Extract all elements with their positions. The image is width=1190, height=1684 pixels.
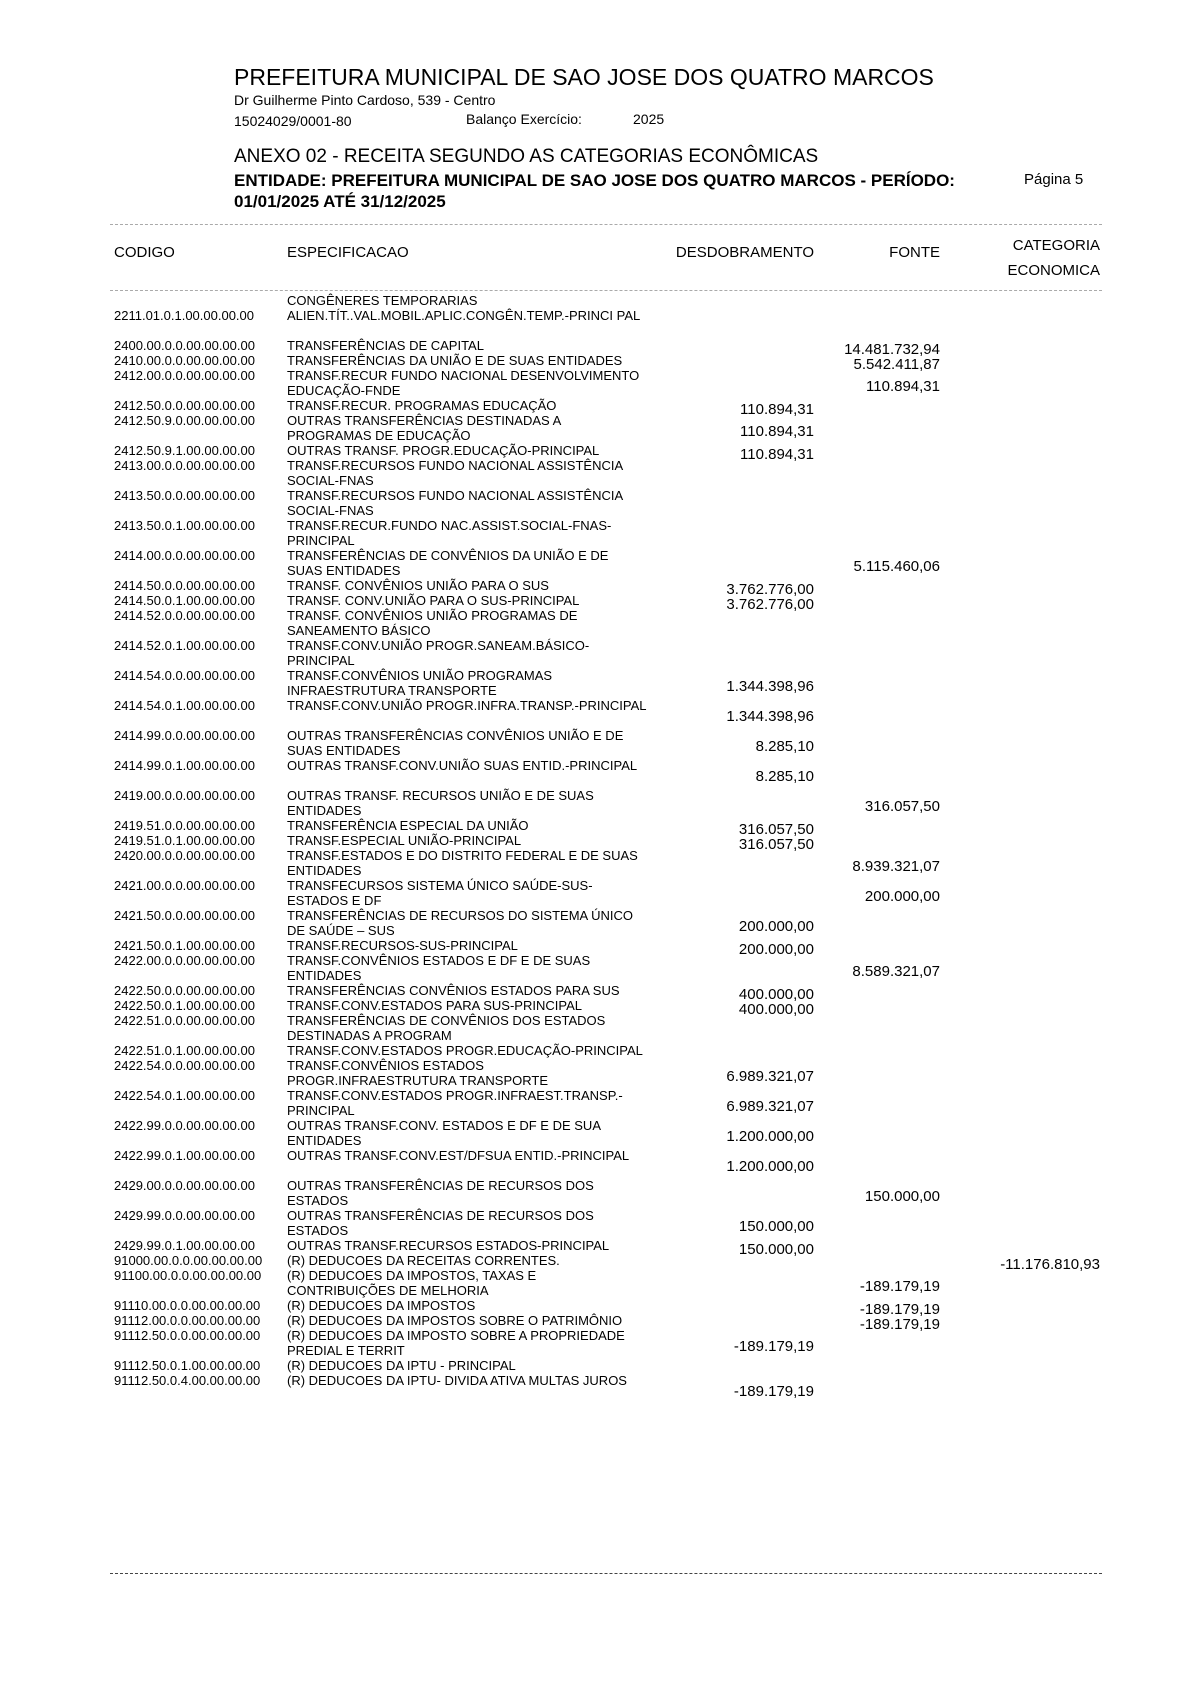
row-code: 2412.50.9.1.00.00.00.00 [114, 443, 255, 458]
row-fonte: -189.179,19 [859, 1301, 940, 1318]
table-row [0, 908, 1190, 938]
divider-bottom [110, 1573, 1102, 1574]
row-code: 2414.52.0.1.00.00.00.00 [114, 638, 255, 653]
row-specification: TRANSF.RECURSOS-SUS-PRINCIPAL [287, 938, 518, 953]
row-specification: TRANSF. CONVÊNIOS UNIÃO PARA O SUS [287, 578, 549, 593]
row-specification: TRANSF.RECUR.FUNDO NAC.ASSIST.SOCIAL-FNAS-PRINCIPAL [287, 518, 612, 548]
row-desdobramento: 110.894,31 [740, 401, 814, 418]
row-code: 91000.00.0.0.00.00.00.00 [114, 1253, 263, 1268]
table-row [0, 1043, 1190, 1058]
table-row [0, 1208, 1190, 1238]
row-code: 2422.50.0.1.00.00.00.00 [114, 998, 255, 1013]
table-row [0, 308, 1190, 338]
table-row [0, 1148, 1190, 1178]
row-fonte: 316.057,50 [864, 798, 940, 815]
row-code: 2414.52.0.0.00.00.00.00 [114, 608, 255, 623]
row-desdobramento: -189.179,19 [733, 1338, 814, 1355]
row-code: 2419.00.0.0.00.00.00.00 [114, 788, 255, 803]
row-code: 2429.99.0.1.00.00.00.00 [114, 1238, 255, 1253]
table-row [0, 1118, 1190, 1148]
row-specification: (R) DEDUCOES DA IMPOSTOS SOBRE O PATRIMÔNIO [287, 1313, 623, 1328]
row-code: 2419.51.0.0.00.00.00.00 [114, 818, 255, 833]
row-specification: OUTRAS TRANSF.CONV.UNIÃO SUAS ENTID.-PRINCIPAL [287, 758, 638, 773]
row-code: 91110.00.0.0.00.00.00.00 [114, 1298, 261, 1313]
table-row [0, 788, 1190, 818]
row-specification: (R) DEDUCOES DA IMPOSTOS, TAXAS E CONTRIBUIÇÕES DE MELHORIA [287, 1268, 537, 1298]
table-row [0, 1358, 1190, 1373]
row-code: 2421.50.0.1.00.00.00.00 [114, 938, 255, 953]
row-specification: TRANSF.RECUR FUNDO NACIONAL DESENVOLVIMENTO EDUCAÇÃO-FNDE [287, 368, 640, 398]
row-fonte: 200.000,00 [864, 888, 940, 905]
row-desdobramento: 1.344.398,96 [726, 708, 814, 725]
row-code: 2422.99.0.0.00.00.00.00 [114, 1118, 255, 1133]
row-specification: TRANSFERÊNCIAS CONVÊNIOS ESTADOS PARA SUS [287, 983, 620, 998]
row-code: 2413.50.0.1.00.00.00.00 [114, 518, 255, 533]
row-specification: (R) DEDUCOES DA IPTU- DIVIDA ATIVA MULTAS JUROS [287, 1373, 627, 1388]
row-desdobramento: 110.894,31 [740, 423, 814, 440]
row-specification: (R) DEDUCOES DA IMPOSTO SOBRE A PROPRIEDADE PREDIAL E TERRIT [287, 1328, 625, 1358]
row-code: 91112.50.0.1.00.00.00.00 [114, 1358, 261, 1373]
row-fonte: 14.481.732,94 [844, 341, 940, 358]
table-row [0, 1373, 1190, 1403]
row-desdobramento: 8.285,10 [755, 768, 814, 785]
table-row [0, 593, 1190, 613]
row-desdobramento: 3.762.776,00 [726, 581, 814, 598]
row-fonte: 8.589.321,07 [852, 963, 940, 980]
row-desdobramento: 3.762.776,00 [726, 596, 814, 613]
row-specification: TRANSFERÊNCIAS DE CONVÊNIOS DOS ESTADOS DESTINADAS A PROGRAM [287, 1013, 606, 1043]
row-specification: TRANSF.CONV.ESTADOS PARA SUS-PRINCIPAL [287, 998, 582, 1013]
row-specification: OUTRAS TRANSFERÊNCIAS DESTINADAS A PROGRAMAS DE EDUCAÇÃO [287, 413, 561, 443]
table-row [0, 338, 1190, 358]
row-desdobramento: 400.000,00 [738, 986, 814, 1003]
table-row [0, 668, 1190, 698]
row-desdobramento: 6.989.321,07 [726, 1098, 814, 1115]
row-code: 2422.54.0.0.00.00.00.00 [114, 1058, 255, 1073]
column-header-fonte: FONTE [889, 244, 940, 261]
row-code: 2419.51.0.1.00.00.00.00 [114, 833, 255, 848]
table-row [0, 1178, 1190, 1208]
table-row [0, 578, 1190, 598]
table-row [0, 758, 1190, 788]
row-code: 2414.54.0.0.00.00.00.00 [114, 668, 255, 683]
row-code: 2422.54.0.1.00.00.00.00 [114, 1088, 255, 1103]
row-code: 2422.51.0.1.00.00.00.00 [114, 1043, 255, 1058]
row-specification: OUTRAS TRANSF.RECURSOS ESTADOS-PRINCIPAL [287, 1238, 610, 1253]
row-specification: TRANSFERÊNCIAS DE CONVÊNIOS DA UNIÃO E DE SUAS ENTIDADES [287, 548, 609, 578]
table-row [0, 1313, 1190, 1333]
row-desdobramento: 8.285,10 [755, 738, 814, 755]
row-code: 2412.50.0.0.00.00.00.00 [114, 398, 255, 413]
cnpj: 15024029/0001-80 [234, 113, 352, 129]
table-row [0, 833, 1190, 853]
table-row [0, 698, 1190, 728]
row-code: 2421.00.0.0.00.00.00.00 [114, 878, 255, 893]
row-code: 2414.50.0.1.00.00.00.00 [114, 593, 255, 608]
table-row [0, 443, 1190, 463]
row-specification: TRANSF.RECURSOS FUNDO NACIONAL ASSISTÊNCIA SOCIAL-FNAS [287, 458, 623, 488]
row-fonte: 5.115.460,06 [853, 558, 940, 575]
row-specification: TRANSFERÊNCIAS DA UNIÃO E DE SUAS ENTIDADES [287, 353, 623, 368]
table-row [0, 1088, 1190, 1118]
row-specification: TRANSF.CONV.UNIÃO PROGR.INFRA.TRANSP.-PRINCIPAL [287, 698, 647, 713]
row-code: 2429.99.0.0.00.00.00.00 [114, 1208, 255, 1223]
column-header-desdobramento: DESDOBRAMENTO [675, 244, 814, 261]
row-code: 91112.00.0.0.00.00.00.00 [114, 1313, 261, 1328]
row-specification: OUTRAS TRANSF.CONV.EST/DFSUA ENTID.-PRINCIPAL [287, 1148, 630, 1163]
balance-year: 2025 [633, 111, 665, 127]
annex-title: ANEXO 02 - RECEITA SEGUNDO AS CATEGORIAS ECONÔMICAS [234, 146, 819, 167]
row-code: 2211.01.0.1.00.00.00.00 [114, 308, 254, 323]
table-row [0, 1253, 1190, 1273]
row-specification: OUTRAS TRANSF.CONV. ESTADOS E DF E DE SUA ENTIDADES [287, 1118, 601, 1148]
table-row [0, 368, 1190, 398]
table-row [0, 848, 1190, 878]
row-desdobramento: 110.894,31 [740, 446, 814, 463]
row-specification: TRANSF.CONVÊNIOS UNIÃO PROGRAMAS INFRAESTRUTURA TRANSPORTE [287, 668, 553, 698]
table-row [0, 353, 1190, 373]
table-row [0, 293, 1190, 308]
row-specification: OUTRAS TRANSF. PROGR.EDUCAÇÃO-PRINCIPAL [287, 443, 600, 458]
table-row [0, 458, 1190, 488]
row-desdobramento: 150.000,00 [738, 1241, 814, 1258]
table-row [0, 1013, 1190, 1043]
row-code: 2421.50.0.0.00.00.00.00 [114, 908, 255, 923]
table-row [0, 638, 1190, 668]
row-code: 2412.00.0.0.00.00.00.00 [114, 368, 255, 383]
table-row [0, 728, 1190, 758]
row-code: 2412.50.9.0.00.00.00.00 [114, 413, 255, 428]
row-code: 2420.00.0.0.00.00.00.00 [114, 848, 255, 863]
row-specification: TRANSF.CONVÊNIOS ESTADOS PROGR.INFRAESTRUTURA TRANSPORTE [287, 1058, 548, 1088]
row-specification: TRANSF.CONV.UNIÃO PROGR.SANEAM.BÁSICO-PRINCIPAL [287, 638, 590, 668]
row-specification: OUTRAS TRANSFERÊNCIAS CONVÊNIOS UNIÃO E DE SUAS ENTIDADES [287, 728, 624, 758]
row-specification: TRANSFERÊNCIAS DE RECURSOS DO SISTEMA ÚNICO DE SAÚDE – SUS [287, 908, 633, 938]
row-code: 91112.50.0.4.00.00.00.00 [114, 1373, 261, 1388]
row-fonte: 110.894,31 [866, 378, 940, 395]
divider-top [110, 224, 1102, 225]
table-row [0, 983, 1190, 1003]
row-desdobramento: 316.057,50 [738, 836, 814, 853]
row-specification: (R) DEDUCOES DA RECEITAS CORRENTES. [287, 1253, 560, 1268]
row-specification: TRANSF.ESPECIAL UNIÃO-PRINCIPAL [287, 833, 522, 848]
row-specification: OUTRAS TRANSFERÊNCIAS DE RECURSOS DOS ESTADOS [287, 1208, 594, 1238]
row-fonte: 8.939.321,07 [852, 858, 940, 875]
row-specification: TRANSF.RECUR. PROGRAMAS EDUCAÇÃO [287, 398, 557, 413]
address: Dr Guilherme Pinto Cardoso, 539 - Centro [234, 92, 496, 108]
row-categoria: -11.176.810,93 [1000, 1256, 1100, 1273]
row-code: 91100.00.0.0.00.00.00.00 [114, 1268, 262, 1283]
table-row [0, 413, 1190, 443]
table-row [0, 938, 1190, 958]
row-desdobramento: 6.989.321,07 [726, 1068, 814, 1085]
row-code: 2413.00.0.0.00.00.00.00 [114, 458, 255, 473]
row-specification: OUTRAS TRANSFERÊNCIAS DE RECURSOS DOS ESTADOS [287, 1178, 594, 1208]
row-code: 91112.50.0.0.00.00.00.00 [114, 1328, 261, 1343]
row-desdobramento: 400.000,00 [738, 1001, 814, 1018]
row-fonte: -189.179,19 [859, 1278, 940, 1295]
row-desdobramento: 1.344.398,96 [726, 678, 814, 695]
row-code: 2422.51.0.0.00.00.00.00 [114, 1013, 255, 1028]
row-desdobramento: -189.179,19 [733, 1383, 814, 1400]
row-code: 2413.50.0.0.00.00.00.00 [114, 488, 255, 503]
table-row [0, 488, 1190, 518]
table-row [0, 1298, 1190, 1318]
row-desdobramento: 1.200.000,00 [726, 1158, 814, 1175]
table-row [0, 1328, 1190, 1358]
row-desdobramento: 150.000,00 [738, 1218, 814, 1235]
row-code: 2400.00.0.0.00.00.00.00 [114, 338, 255, 353]
row-specification: ALIEN.TÍT..VAL.MOBIL.APLIC.CONGÊN.TEMP.-PRINCI PAL [287, 308, 641, 323]
column-header-codigo: CODIGO [114, 244, 175, 261]
row-desdobramento: 316.057,50 [738, 821, 814, 838]
row-specification: TRANSF.CONV.ESTADOS PROGR.EDUCAÇÃO-PRINCIPAL [287, 1043, 643, 1058]
row-code: 2414.50.0.0.00.00.00.00 [114, 578, 255, 593]
row-code: 2422.00.0.0.00.00.00.00 [114, 953, 255, 968]
row-code: 2414.00.0.0.00.00.00.00 [114, 548, 255, 563]
row-fonte: 5.542.411,87 [853, 356, 940, 373]
row-specification: TRANSF.CONVÊNIOS ESTADOS E DF E DE SUAS ENTIDADES [287, 953, 591, 983]
row-specification: TRANSFERÊNCIAS DE CAPITAL [287, 338, 484, 353]
balance-label: Balanço Exercício: [466, 111, 582, 127]
page-title: PREFEITURA MUNICIPAL DE SAO JOSE DOS QUATRO MARCOS [234, 64, 934, 90]
row-specification: (R) DEDUCOES DA IMPOSTOS [287, 1298, 476, 1313]
row-specification: TRANSF. CONVÊNIOS UNIÃO PROGRAMAS DE SANEAMENTO BÁSICO [287, 608, 578, 638]
row-code: 2414.99.0.0.00.00.00.00 [114, 728, 255, 743]
table-row [0, 518, 1190, 548]
column-header-categoria: CATEGORIA ECONOMICA [1007, 237, 1100, 279]
row-specification: TRANSF.ESTADOS E DO DISTRITO FEDERAL E DE SUAS ENTIDADES [287, 848, 638, 878]
row-specification: CONGÊNERES TEMPORARIAS [287, 293, 478, 308]
row-desdobramento: 1.200.000,00 [726, 1128, 814, 1145]
table-row [0, 548, 1190, 578]
divider-header [110, 290, 1102, 291]
row-code: 2422.50.0.0.00.00.00.00 [114, 983, 255, 998]
row-specification: TRANSFECURSOS SISTEMA ÚNICO SAÚDE-SUS-ESTADOS E DF [287, 878, 593, 908]
row-code: 2429.00.0.0.00.00.00.00 [114, 1178, 255, 1193]
table-row [0, 1058, 1190, 1088]
table-row [0, 818, 1190, 838]
table-row [0, 998, 1190, 1018]
table-row [0, 878, 1190, 908]
row-code: 2410.00.0.0.00.00.00.00 [114, 353, 255, 368]
table-row [0, 1268, 1190, 1298]
row-specification: OUTRAS TRANSF. RECURSOS UNIÃO E DE SUAS ENTIDADES [287, 788, 594, 818]
row-specification: TRANSFERÊNCIA ESPECIAL DA UNIÃO [287, 818, 529, 833]
entity-period: ENTIDADE: PREFEITURA MUNICIPAL DE SAO JOSE DOS QUATRO MARCOS - PERÍODO: 01/01/2025 ATÉ 31/12/2025 [234, 171, 955, 211]
revenue-table [0, 293, 1190, 1403]
row-specification: TRANSF. CONV.UNIÃO PARA O SUS-PRINCIPAL [287, 593, 580, 608]
table-row [0, 953, 1190, 983]
page-number: Página 5 [1024, 171, 1084, 188]
row-desdobramento: 200.000,00 [738, 941, 814, 958]
table-row [0, 608, 1190, 638]
row-code: 2414.99.0.1.00.00.00.00 [114, 758, 255, 773]
row-code: 2414.54.0.1.00.00.00.00 [114, 698, 255, 713]
row-specification: (R) DEDUCOES DA IPTU - PRINCIPAL [287, 1358, 516, 1373]
row-fonte: 150.000,00 [864, 1188, 940, 1205]
row-code: 2422.99.0.1.00.00.00.00 [114, 1148, 255, 1163]
row-fonte: -189.179,19 [859, 1316, 940, 1333]
row-desdobramento: 200.000,00 [738, 918, 814, 935]
column-header-especificacao: ESPECIFICACAO [287, 244, 409, 261]
row-specification: TRANSF.CONV.ESTADOS PROGR.INFRAEST.TRANSP.-PRINCIPAL [287, 1088, 623, 1118]
table-row [0, 1238, 1190, 1258]
row-specification: TRANSF.RECURSOS FUNDO NACIONAL ASSISTÊNCIA SOCIAL-FNAS [287, 488, 623, 518]
table-row [0, 398, 1190, 418]
